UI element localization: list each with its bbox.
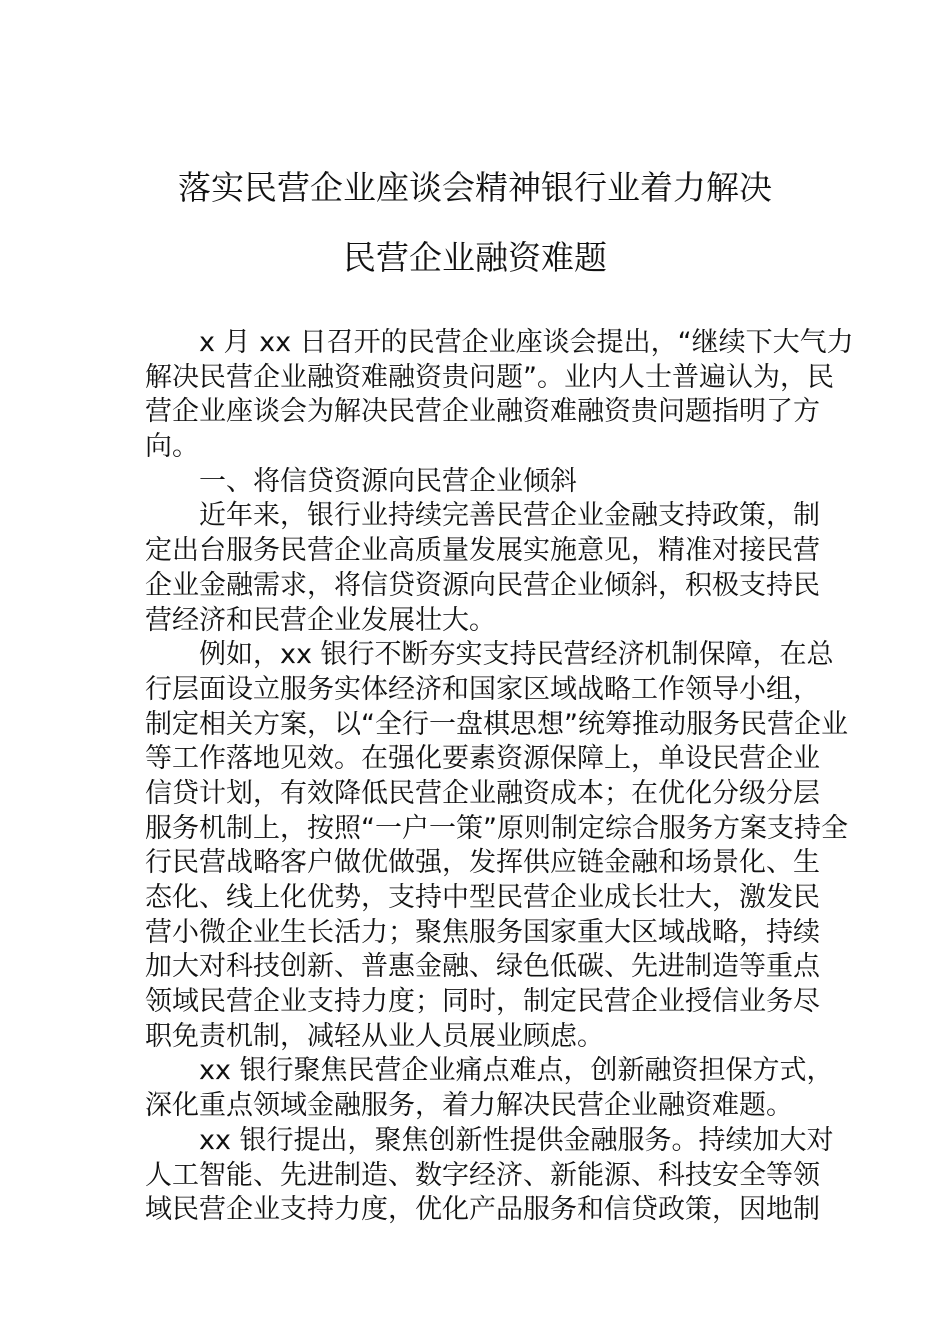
paragraph	[145, 1054, 834, 1123]
paragraph	[145, 638, 848, 1054]
document-body	[145, 326, 854, 1228]
text-line: 领域民营企业支持力度；同时，制定民营企业授信业务尽	[145, 986, 820, 1018]
text-line: 行民营战略客户做优做强，发挥供应链金融和场景化、生	[145, 847, 820, 879]
document-title-line-2: 民营企业融资难题	[343, 238, 607, 277]
paragraph	[145, 326, 854, 465]
text-line: 信贷计划，有效降低民营企业融资成本；在优化分级分层	[145, 777, 820, 809]
paragraph	[145, 1124, 834, 1228]
text-line: 例如，xx 银行不断夯实支持民营经济机制保障，在总	[199, 639, 834, 671]
text-line: 一、将信贷资源向民营企业倾斜	[199, 465, 577, 497]
text-line: 定出台服务民营企业高质量发展实施意见，精准对接民营	[145, 535, 820, 567]
text-line: 营企业座谈会为解决民营企业融资难融资贵问题指明了方	[145, 396, 820, 428]
text-line: 服务机制上，按照“一户一策”原则制定综合服务方案支持全	[145, 812, 848, 844]
text-line: 职免责机制，减轻从业人员展业顾虑。	[145, 1020, 604, 1052]
text-line: 向。	[145, 431, 199, 463]
text-line: 企业金融需求，将信贷资源向民营企业倾斜，积极支持民	[145, 569, 820, 601]
text-line: 等工作落地见效。在强化要素资源保障上，单设民营企业	[145, 743, 820, 775]
text-line: 域民营企业支持力度，优化产品服务和信贷政策，因地制	[145, 1194, 820, 1226]
text-line: 加大对科技创新、普惠金融、绿色低碳、先进制造等重点	[145, 951, 820, 983]
text-line: 解决民营企业融资难融资贵问题”。业内人士普遍认为，民	[145, 361, 834, 393]
document-title-line-1: 落实民营企业座谈会精神银行业着力解决	[178, 168, 772, 207]
text-line: 深化重点领域金融服务，着力解决民营企业融资难题。	[145, 1090, 793, 1122]
text-line: 制定相关方案，以“全行一盘棋思想”统筹推动服务民营企业	[145, 708, 848, 740]
text-line: x 月 xx 日召开的民营企业座谈会提出，“继续下大气力	[199, 327, 854, 358]
text-line: 近年来，银行业持续完善民营企业金融支持政策，制	[199, 500, 820, 532]
text-line: 态化、线上化优势，支持中型民营企业成长壮大，激发民	[145, 882, 820, 913]
text-line: 营经济和民营企业发展壮大。	[145, 604, 496, 636]
section-heading	[145, 465, 807, 500]
paragraph	[145, 499, 820, 638]
text-line: 营小微企业生长活力；聚焦服务国家重大区域战略，持续	[145, 916, 820, 948]
text-line: xx 银行聚焦民营企业痛点难点，创新融资担保方式，	[199, 1055, 834, 1087]
text-line: xx 银行提出，聚焦创新性提供金融服务。持续加大对	[199, 1124, 834, 1156]
text-line: 人工智能、先进制造、数字经济、新能源、科技安全等领	[145, 1159, 820, 1191]
text-line: 行层面设立服务实体经济和国家区域战略工作领导小组，	[145, 673, 820, 705]
